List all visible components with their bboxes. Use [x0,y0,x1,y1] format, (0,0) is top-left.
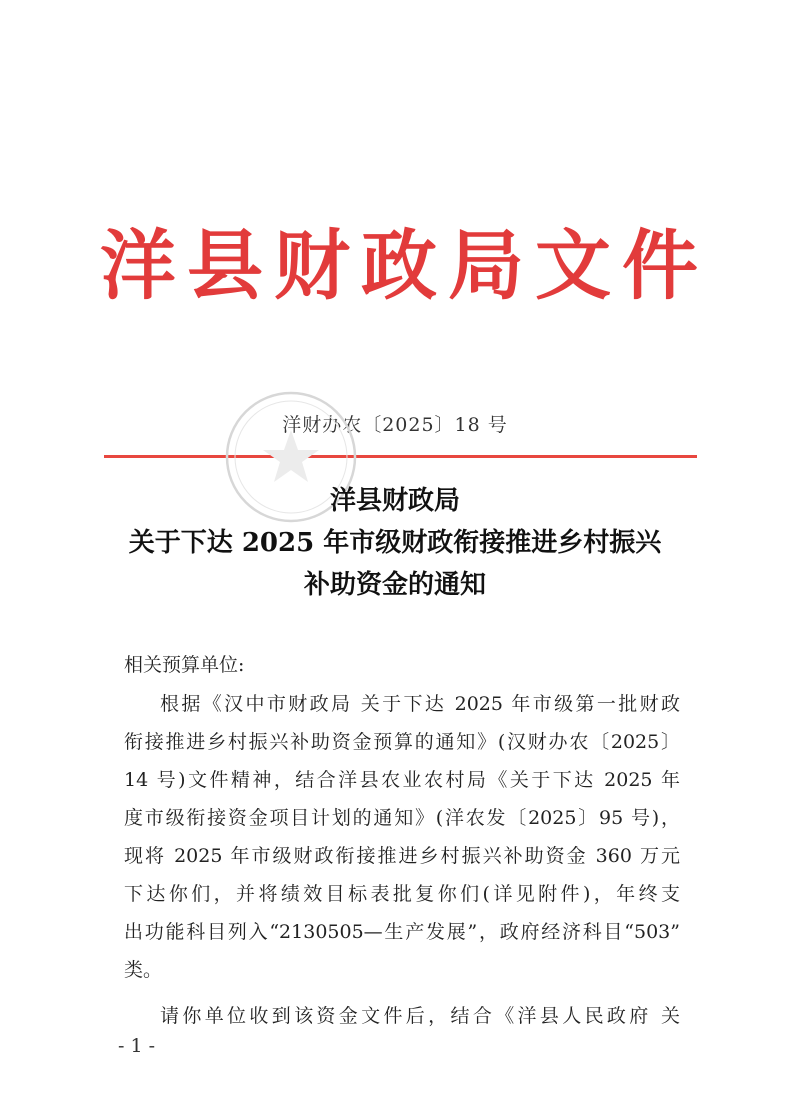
document-number: 洋财办农〔2025〕18 号 [282,414,508,436]
paragraph-line: 现将 2025 年市级财政衔接推进乡村振兴补助资金 360 万元 [124,845,680,867]
red-divider-rule [104,455,697,458]
paragraph-line: 衔接推进乡村振兴补助资金预算的通知》(汉财办农〔2025〕 [124,731,680,753]
notice-title-line-3: 补助资金的通知 [303,570,486,600]
paragraph-line: 出功能科目列入“2130505—生产发展”，政府经济科目“503” [124,921,680,943]
notice-body [124,645,680,1035]
paragraph-line: 度市级衔接资金项目计划的通知》(洋农发〔2025〕95 号)， [124,807,680,829]
paragraph-line: 类。 [124,959,163,981]
notice-title [0,480,790,606]
paragraph-line: 根据《汉中市财政局 关于下达 2025 年市级第一批财政 [160,693,680,715]
paragraph-2 [124,997,680,1035]
notice-title-line-1: 洋县财政局 [329,486,460,516]
paragraph-line: 下达你们，并将绩效目标表批复你们(详见附件)，年终支 [124,883,680,905]
issuer-header-title: 洋县财政局文件 [100,221,709,310]
page-number: - 1 - [118,1035,156,1057]
paragraph-line: 14 号)文件精神，结合洋县农业农村局《关于下达 2025 年 [124,769,680,791]
paragraph-1 [124,685,680,989]
paragraph-line: 请你单位收到该资金文件后，结合《洋县人民政府 关 [160,1005,680,1027]
notice-title-line-2: 关于下达 2025 年市级财政衔接推进乡村振兴 [128,528,662,558]
salutation: 相关预算单位: [124,654,245,676]
